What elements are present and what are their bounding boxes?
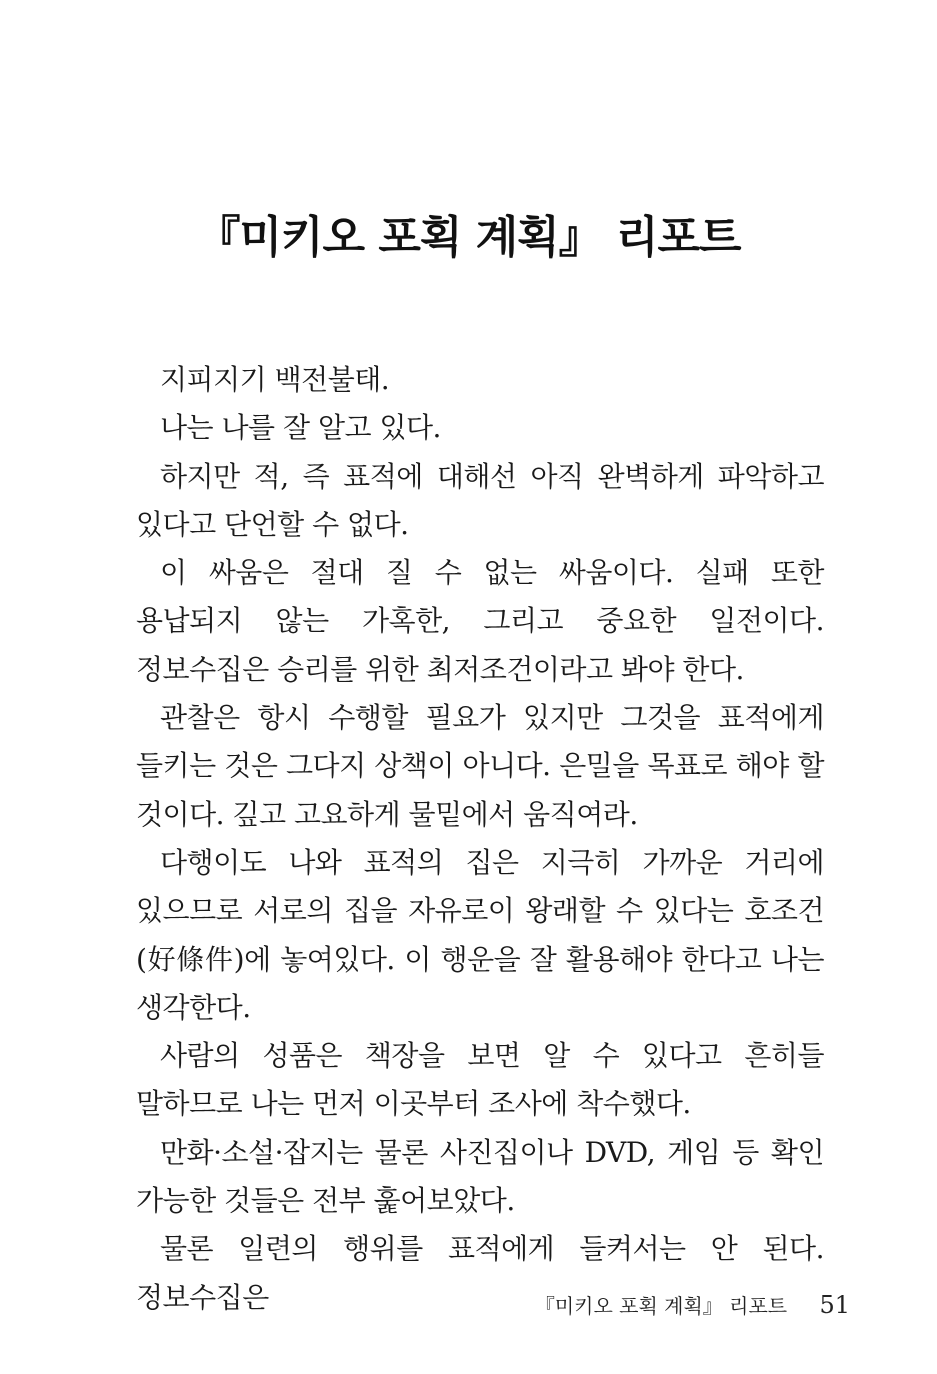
running-footer: [0, 1290, 850, 1321]
paragraph: 관찰은 항시 수행할 필요가 있지만 그것을 표적에게 들키는 것은 그다지 상책이 아니다. 은밀을 목표로 해야 할 것이다. 깊고 고요하게 물밑에서 움직여라.: [136, 701, 824, 831]
chapter-title: 『미키오 포획 계획』 리포트: [196, 212, 741, 263]
paragraph: 물론 일련의 행위를 표적에게 들켜서는 안 된다. 정보수집은: [136, 1232, 824, 1314]
footer-running-title: 『미키오 포획 계획』 리포트: [534, 1294, 788, 1318]
paragraph: 다행이도 나와 표적의 집은 지극히 가까운 거리에 있으므로 서로의 집을 자유로이 왕래할 수 있다는 호조건(好條件)에 놓여있다. 이 행운을 잘 활용해야 한다고 나는 생각한다.: [136, 845, 824, 1024]
paragraph: 지피지기 백전불태.: [160, 363, 390, 396]
paragraph: 이 싸움은 절대 질 수 없는 싸움이다. 실패 또한 용납되지 않는 가혹한, 그리고 중요한 일전이다. 정보수집은 승리를 위한 최저조건이라고 봐야 한다.: [136, 556, 824, 686]
paragraph: 사람의 성품은 책장을 보면 알 수 있다고 흔히들 말하므로 나는 먼저 이곳부터 조사에 착수했다.: [136, 1039, 824, 1121]
paragraph: 나는 나를 잘 알고 있다.: [160, 411, 441, 445]
paragraph: 하지만 적, 즉 표적에 대해선 아직 완벽하게 파악하고 있다고 단언할 수 없다.: [136, 459, 824, 541]
paragraph: 만화·소설·잡지는 물론 사진집이나 DVD, 게임 등 확인 가능한 것들은 전부 훑어보았다.: [136, 1135, 824, 1218]
page-number: 51: [819, 1291, 850, 1319]
body-text: [136, 356, 824, 1322]
